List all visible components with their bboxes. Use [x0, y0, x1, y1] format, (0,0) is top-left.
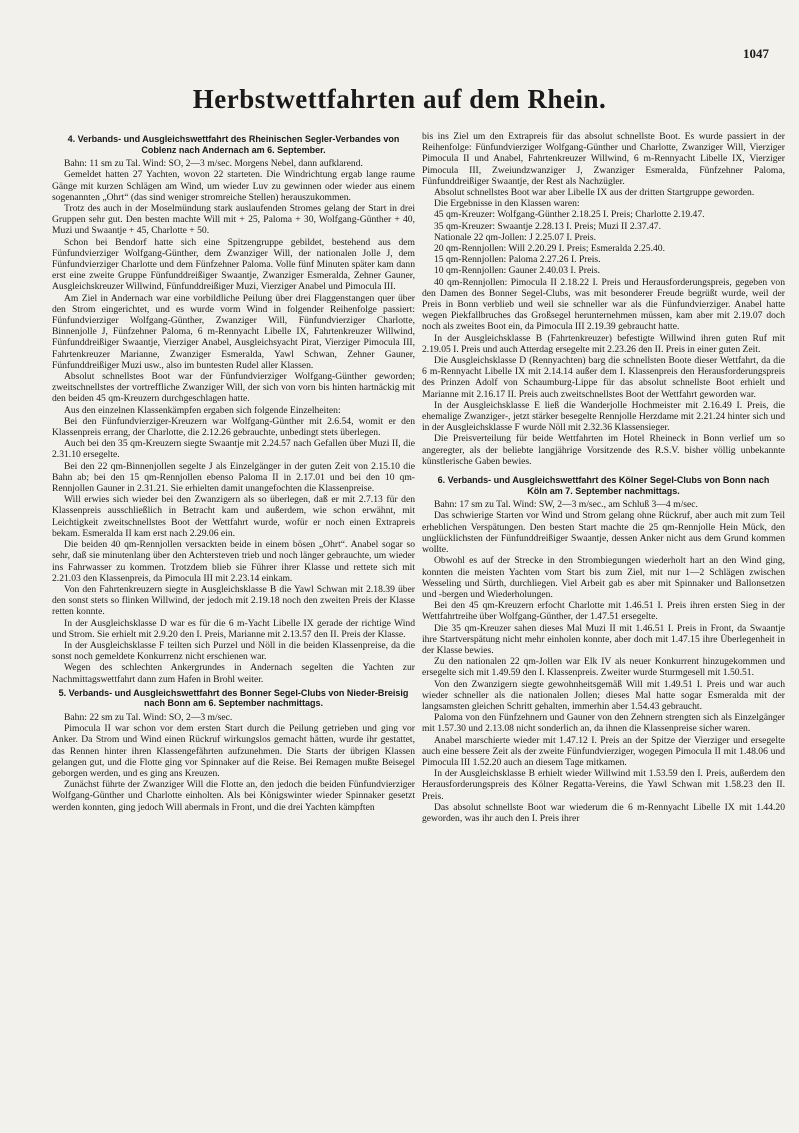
paragraph: Bahn: 17 sm zu Tal. Wind: SW, 2—3 m/sec., am Schluß 3—4 m/sec. — [434, 499, 698, 511]
paragraph: Bahn: 11 sm zu Tal. Wind: SO, 2—3 m/sec. Morgens Nebel, dann aufklarend. — [64, 158, 363, 170]
paragraph: In der Ausgleichsklasse E ließ die Wanderjolle Hochmeister mit 2.16.49 I. Preis, die ehemalige Zwanziger-, jetzt stärker besegelte Rennjolle Herzdame mit 2.21.24 hinter sich und in der Ausgleichsklasse F wurde Nöll mit 2.32.36 Klassensieger. — [422, 399, 785, 434]
paragraph: Obwohl es auf der Strecke in den Strombiegungen wiederholt hart an den Wind ging, konnten die meisten Yachten vom Start bis zum Ziel, mit nur 1—2 Schlägen zwischen Wesseling und Sürth, durchliegen. Viel Arbeit gab es aber mit Spinnaker und Ballonsetzen und -bergen und Wiederholungen. — [422, 555, 785, 600]
paragraph: Trotz des auch in der Moselmündung stark auslaufenden Stromes gelang der Start in drei Gruppen sehr gut. Den besten machte Will mit + 25, Paloma + 30, Wolfgang-Günther + 40, Muzi und Swaantje + 45, Charlotte + 50. — [52, 203, 415, 237]
result-line: 10 qm-Rennjollen: Gauner 2.40.03 I. Preis. — [434, 265, 600, 277]
paragraph: In der Ausgleichsklasse D war es für die 6 m-Yacht Libelle IX gerade der richtige Wind und Strom. Sie erhielt mit 2.9.20 den I. Preis, Marianne mit 2.13.57 den II. Preis der Klasse. — [52, 617, 415, 640]
paragraph: Absolut schnellstes Boot war aber Libelle IX aus der dritten Startgruppe geworden. — [434, 187, 755, 199]
paragraph: Die Ergebnisse in den Klassen waren: — [434, 198, 580, 210]
paragraph: In der Ausgleichsklasse B erhielt wieder Willwind mit 1.53.59 den I. Preis, außerdem den Herausforderungspreis des Kölner Regatta-Vereins, die Yawl Schwan mit 1.58.23 den II. Preis. — [422, 768, 785, 802]
paragraph: Bei den Fünfundvierziger-Kreuzern war Wolfgang-Günther mit 2.6.54, womit er den Klassenpreis errang, der Charlotte, die 2.12.26 gebrauchte, unbedingt stets überlegen. — [52, 415, 415, 439]
page-number: 1047 — [743, 46, 769, 61]
result-line: 40 qm-Rennjollen: Pimocula II 2.18.22 I. Preis und Herausforderungspreis, gegeben von den Damen des Bonner Segel-Clubs, was mit besonderer Freude begrüßt wurde, weil der Preis in Bonn verblieb und weil sie schneller war als die Fünfundvierziger. Anabel hatte wegen Piekfallbruches das Großsegel herunternehmen müssen, kam aber mit 2.19.07 doch noch als zweites Boot ein, da Pimocula III 2.19.39 gebraucht hatte. — [422, 276, 785, 333]
paragraph: Schon bei Bendorf hatte sich eine Spitzengruppe gebildet, bestehend aus dem Fünfundvierziger Wolfgang-Günther, dem Zwanziger Will, der nationalen Jolle J, dem Fünfundvierziger Charlotte und dem Fünfzehner Paloma. Volle fünf Minuten später kam dann erst eine zweite Gruppe Fünfunddreißiger Swaantje, Zwanziger Esmeralda, Zehner Gauner, Ausgleichskreuzer Willwind, Fünfunddreißiger Muzi, Vierziger Anabel und Pimocula III. — [52, 236, 415, 293]
right-column — [422, 131, 785, 1111]
left-column — [52, 131, 415, 1111]
paragraph: Die Ausgleichsklasse D (Rennyachten) barg die schnellsten Boote dieser Wettfahrt, da die 6 m-Rennyacht Libelle IX mit 2.14.14 außer dem I. Klassenpreis den Herausforderungspreis des Prinzen Adolf von Schaumburg-Lippe für das absolut schnellste Boot erhielt und Marianne mit 2.16.17 II. Preis auch zweitschnellstes Boot der Wettfahrt geworden war. — [422, 355, 785, 400]
paragraph: Die Preisverteilung für beide Wettfahrten im Hotel Rheineck in Bonn verlief um so angeregter, als der beliebte langjährige Vorsitzende des R.S.V. bisher völlig unbekannte künstlerische Gaben bewies. — [422, 433, 785, 467]
paragraph: Bei den 45 qm-Kreuzern erfocht Charlotte mit 1.46.51 I. Preis ihren ersten Sieg in der Wettfahrtreihe über Wolfgang-Günther, der 1.47.51 ersegelte. — [422, 600, 785, 623]
paragraph: Will erwies sich wieder bei den Zwanzigern als so überlegen, daß er mit 2.7.13 für den Klassenpreis ausschließlich in Betracht kam und außerdem, wie schon erwähnt, mit Leichtigkeit zweitschnellstes Boot der Wettfahrt wurde, wofür er noch einen Extrapreis bekam. Esmeralda II kam erst nach 2.29.06 ein. — [52, 494, 415, 539]
paragraph: Von den Fahrtenkreuzern siegte in Ausgleichsklasse B die Yawl Schwan mit 2.18.39 über den sonst stets so flinken Willwind, der jedoch mit 2.19.18 noch den zweiten Preis der Klasse retten konnte. — [52, 583, 415, 618]
paragraph: bis ins Ziel um den Extrapreis für das absolut schnellste Boot. Es wurde passiert in der Reihenfolge: Fünfundvierziger Wolfgang-Günther und Charlotte, Zwanziger Will, Vierziger Pimocula II und Anabel, Fahrtenkreuzer Willwind, 6 m-Rennyacht Libelle IX, Vierziger Pimocula III, Zweiundzwanziger J, Zwanziger Esmeralda, Fünfzehner Paloma, Fünfunddreißiger Swaantje, der Rest als Nachzügler. — [422, 131, 785, 187]
paragraph: Paloma von den Fünfzehnern und Gauner von den Zehnern strengten sich als Einzelgänger mit 1.57.30 und 2.13.08 nicht sonderlich an, da ihnen die Klassenpreise sicher waren. — [422, 712, 785, 735]
paragraph: Aus den einzelnen Klassenkämpfen ergaben sich folgende Einzelheiten: — [64, 404, 341, 416]
paragraph: Am Ziel in Andernach war eine vorbildliche Peilung über drei Flaggenstangen quer über den Strom eingerichtet, und es wurde vorm Wind in folgender Reihenfolge passiert: Fünfundvierziger Wolfgang-Günther, Zwanziger Will, Fünfundvierziger Charlotte, Binnenjolle J, Fünfzehner Paloma, 6 m-Rennyacht Libelle IX, Fahrtenkreuzer Willwind, Fünfunddreißiger Swaantje, Vierziger Anabel, Ausgleichsyacht Pirat, Vierziger Pimocula III, Fahrtenkreuzer Marianne, Zwanziger Esmeralda, Yawl Schwan, Zehner Gauner, Fünfunddreißiger Muzi usw., also im buntesten Rudel aller Klassen. — [52, 292, 415, 371]
result-line: Nationale 22 qm-Jollen: J 2.25.07 I. Preis. — [434, 231, 597, 243]
paragraph: Wegen des schlechten Ankergrundes in Andernach segelten die Yachten zur Nachmittagswettfahrt dann zum Hafen in Brohl weiter. — [52, 662, 415, 685]
paragraph: Das schwierige Starten vor Wind und Strom gelang ohne Rückruf, aber auch mit zum Teil erheblichen Verspätungen. Den besten Start machte die 25 qm-Rennjolle Hein Mück, den unglücklichsten der Fünfunddreißiger Swaantje, dessen Anker nicht aus dem Grund kommen wollte. — [422, 510, 785, 556]
paragraph: Zunächst führte der Zwanziger Will die Flotte an, den jedoch die beiden Fünfundvierziger Wolfgang-Günther und Charlotte einholten. Als bei Königswinter wieder Spinnaker gesetzt werden konnten, ging jedoch Will abermals in Front, und die drei Yachten kämpften — [52, 779, 415, 813]
paragraph: Die 35 qm-Kreuzer sahen dieses Mal Muzi II mit 1.46.51 I. Preis in Front, da Swaantje ihre Startverspätung nicht mehr einholen konnte, aber doch mit 1.47.15 ihre Überlegenheit in der Klasse bewies. — [422, 622, 785, 656]
paragraph: Bahn: 22 sm zu Tal. Wind: SO, 2—3 m/sec. — [64, 711, 233, 723]
result-line: 15 qm-Rennjollen: Paloma 2.27.26 I. Preis. — [434, 254, 601, 266]
paragraph: Pimocula II war schon vor dem ersten Start durch die Peilung getrieben und ging vor Anker. Da Strom und Wind einen Rückruf wirkungslos gemacht hätten, wurde ihr gestattet, das Rennen hinter ihren Klassengefährten aufzunehmen. Die Starts der übrigen Klassen gelangen gut, und die Flotte ging vor Spinnaker auf die Reise. Bei Remagen mußte Beisegel geborgen werden, und es ging ans Kreuzen. — [52, 723, 415, 779]
result-line: 45 qm-Kreuzer: Wolfgang-Günther 2.18.25 I. Preis; Charlotte 2.19.47. — [434, 209, 705, 221]
section-4-heading: 4. Verbands- und Ausgleichswettfahrt des Rheinischen Segler-Verbandes von Coblenz nach Andernach am 6. September. — [67, 134, 400, 155]
paragraph: Das absolut schnellste Boot war wiederum die 6 m-Rennyacht Libelle IX mit 1.44.20 geworden, was ihr auch den I. Preis ihrer — [422, 801, 785, 824]
paragraph: Anabel marschierte wieder mit 1.47.12 I. Preis an der Spitze der Vierziger und ersegelte auch eine bessere Zeit als der zweite Fünfundvierziger, wogegen Pimocula II mit 1.48.06 und Pimocula III 1.52.20 auch an diesem Tage mitkamen. — [422, 734, 785, 768]
result-line: 20 qm-Rennjollen: Will 2.20.29 I. Preis; Esmeralda 2.25.40. — [434, 243, 665, 255]
paragraph: In der Ausgleichsklasse B (Fahrtenkreuzer) befestigte Willwind ihren guten Ruf mit 2.19.05 I. Preis und auch Atterdag ersegelte mit 2.23.26 den II. Preis in einer guten Zeit. — [422, 332, 785, 355]
paragraph: Zu den nationalen 22 qm-Jollen war Elk IV als neuer Konkurrent hinzugekommen und ersegelte sich mit 1.49.59 den I. Klassenpreis. Zweiter wurde Sturmgesell mit 1.50.51. — [422, 656, 785, 679]
paragraph: Gemeldet hatten 27 Yachten, wovon 22 starteten. Die Windrichtung ergab lange raume Gänge mit kurzen Schlägen am Wind, um wieder Luv zu gewinnen oder wieder aus einem sogenannten „Ohrt“ (das sind weniger stromreiche Stellen) herauszukommen. — [52, 169, 415, 203]
section-5-heading: 5. Verbands- und Ausgleichswettfahrt des Bonner Segel-Clubs von Nieder-Breisig nach Bonn am 6. September nachmittags. — [58, 687, 409, 709]
paragraph: Absolut schnellstes Boot war der Fünfundvierziger Wolfgang-Günther geworden; zweitschnellstes der vortreffliche Zwanziger Will, der sich von vorn bis hinten hartnäckig mit den beiden 45 qm-Kreuzern durchgeschlagen hatte. — [52, 371, 415, 405]
section-6-heading: 6. Verbands- und Ausgleichswettfahrt des Kölner Segel-Clubs von Bonn nach Köln am 7. September nachmittags. — [437, 475, 770, 496]
paragraph: Die beiden 40 qm-Rennjollen versackten beide in einem bösen „Ohrt“. Anabel sogar so sehr, daß sie minutenlang über den Achtersteven trieb und noch länger gebrauchte, um wieder ins Fahrwasser zu kommen. Trotzdem blieb sie Führer ihrer Klasse und rettete sich mit 2.21.03 den Klassenpreis, da Pimocula III mit 2.23.14 einkam. — [52, 539, 415, 584]
paragraph: In der Ausgleichsklasse F teilten sich Purzel und Nöll in die beiden Klassenpreise, da die sonst noch gemeldete Konkurrenz nicht erschienen war. — [52, 639, 415, 663]
paragraph: Von den Zwanzigern siegte gewohnheitsgemäß Will mit 1.49.51 I. Preis und war auch wieder schneller als die nationalen Jollen; dieses Mal hatte sogar Esmeralda mit der langsamsten gleichen Schritt gehalten, immerhin aber 1.54.43 gebraucht. — [422, 678, 785, 712]
page-title: Herbstwettfahrten auf dem Rhein. — [192, 84, 607, 114]
paragraph: Bei den 22 qm-Binnenjollen segelte J als Einzelgänger in der guten Zeit von 2.15.10 die Bahn ab; bei den 15 qm-Rennjollen ebenso Paloma II in 2.17.01 und bei den 10 qm-Rennjollen Gauner in 2.31.21. Sie erhielten damit unangefochten die Klassenpreise. — [52, 460, 415, 495]
result-line: 35 qm-Kreuzer: Swaantje 2.28.13 I. Preis; Muzi II 2.37.47. — [434, 220, 662, 232]
paragraph: Auch bei den 35 qm-Kreuzern siegte Swaantje mit 2.24.57 nach Gefallen über Muzi II, die 2.31.10 ersegelte. — [52, 438, 415, 461]
